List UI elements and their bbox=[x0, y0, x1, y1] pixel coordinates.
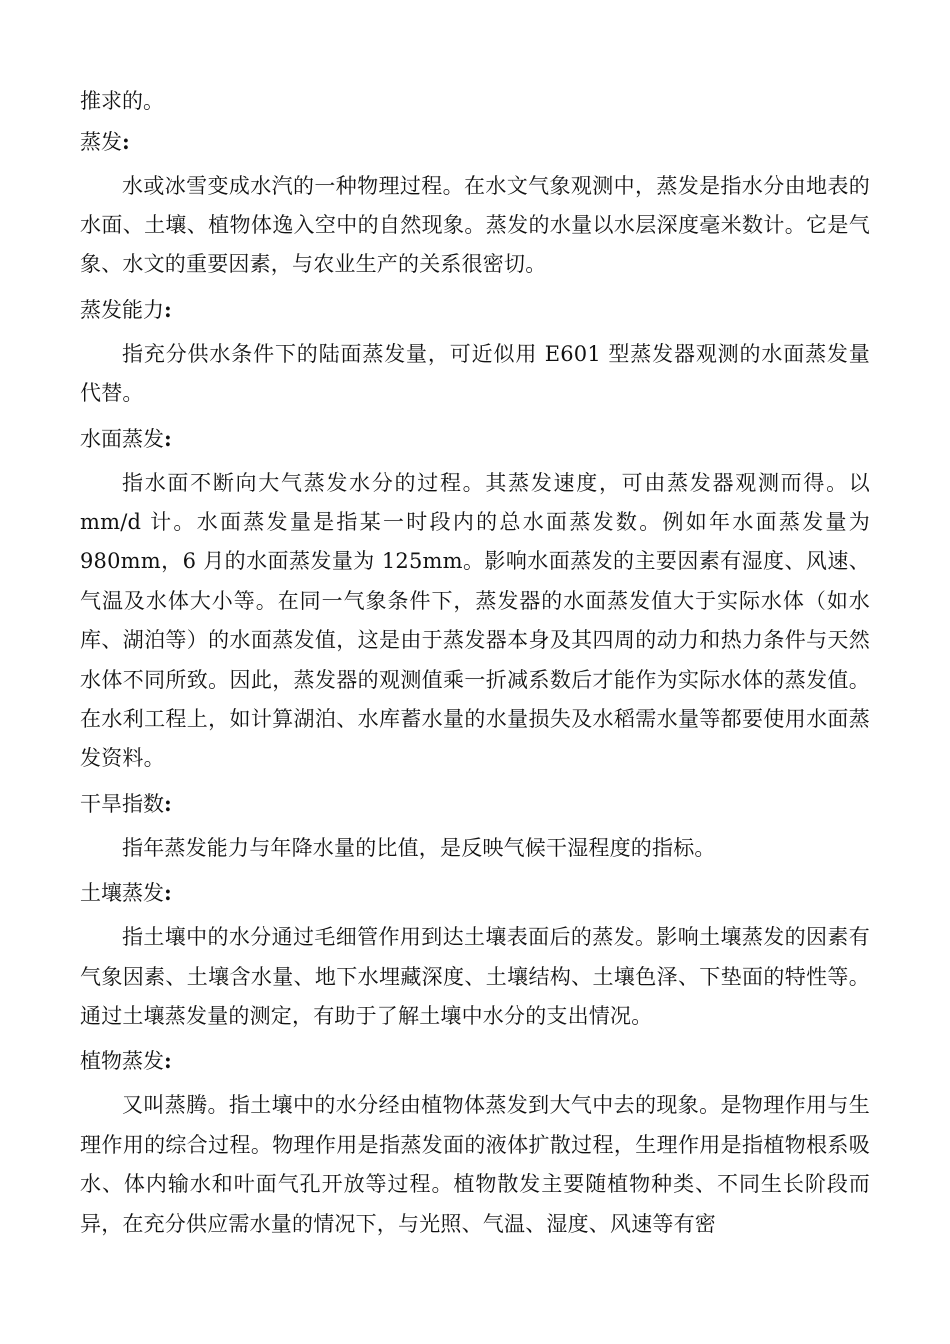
section-water-surface-evaporation bbox=[80, 419, 870, 779]
term-colon: : bbox=[164, 1048, 172, 1074]
term-heading bbox=[80, 419, 870, 459]
continuation-text: 推求的。 bbox=[80, 89, 164, 113]
section-soil-evaporation bbox=[80, 873, 870, 1036]
term-title: 植物蒸发 bbox=[80, 1049, 164, 1074]
document-page bbox=[80, 82, 870, 1249]
term-title: 干旱指数 bbox=[80, 791, 164, 816]
term-definition: 水或冰雪变成水汽的一种物理过程。在水文气象观测中，蒸发是指水分由地表的水面、土壤、植物体逸入空中的自然现象。蒸发的水量以水层深度毫米数计。它是气象、水文的重要因素，与农业生产的关系很密切。 bbox=[80, 173, 870, 277]
section-plant-evaporation bbox=[80, 1041, 870, 1244]
term-colon: : bbox=[164, 296, 172, 322]
term-heading bbox=[80, 290, 870, 330]
term-definition: 指年蒸发能力与年降水量的比值，是反映气候干湿程度的指标。 bbox=[122, 835, 716, 860]
section-aridity-index bbox=[80, 784, 870, 868]
term-title: 蒸发能力 bbox=[80, 297, 164, 322]
term-title: 水面蒸发 bbox=[80, 426, 164, 451]
term-definition: 指土壤中的水分通过毛细管作用到达土壤表面后的蒸发。影响土壤蒸发的因素有气象因素、土壤含水量、地下水埋藏深度、土壤结构、土壤色泽、下垫面的特性等。通过土壤蒸发量的测定，有助于了解土壤中水分的支出情况。 bbox=[80, 925, 870, 1028]
term-colon: : bbox=[164, 880, 172, 906]
section-evaporation bbox=[80, 122, 870, 285]
term-title: 蒸发 bbox=[80, 129, 122, 154]
term-heading bbox=[80, 784, 870, 824]
term-definition: 指水面不断向大气蒸发水分的过程。其蒸发速度，可由蒸发器观测而得。以 mm/d 计。水面蒸发量是指某一时段内的总水面蒸发数。例如年水面蒸发量为 980mm，6 月的水面蒸发量为 125mm。影响水面蒸发的主要因素有湿度、风速、气温及水体大小等。在同一气象条件下，蒸发器的水面蒸发值大于实际水体（如水库、湖泊等）的水面蒸发值，这是由于蒸发器本身及其四周的动力和热力条件与天然水体不同所致。因此，蒸发器的观测值乘一折减系数后才能作为实际水体的蒸发值。在水利工程上，如计算湖泊、水库蓄水量的水量损失及水稻需水量等都要使用水面蒸发资料。 bbox=[80, 470, 870, 771]
term-title: 土壤蒸发 bbox=[80, 881, 164, 906]
term-colon: : bbox=[122, 128, 130, 154]
term-heading bbox=[80, 122, 870, 162]
term-definition: 指充分供水条件下的陆面蒸发量，可近似用 E601 型蒸发器观测的水面蒸发量代替。 bbox=[80, 341, 870, 406]
term-definition: 又叫蒸腾。指土壤中的水分经由植物体蒸发到大气中去的现象。是物理作用与生理作用的综合过程。物理作用是指蒸发面的液体扩散过程，生理作用是指植物根系吸水、体内输水和叶面气孔开放等过程。植物散发主要随植物种类、不同生长阶段而异，在充分供应需水量的情况下，与光照、气温、湿度、风速等有密 bbox=[80, 1093, 870, 1236]
term-heading bbox=[80, 873, 870, 913]
term-colon: : bbox=[164, 790, 172, 816]
term-colon: : bbox=[164, 425, 172, 451]
section-evaporation-capacity bbox=[80, 290, 870, 414]
term-heading bbox=[80, 1041, 870, 1081]
